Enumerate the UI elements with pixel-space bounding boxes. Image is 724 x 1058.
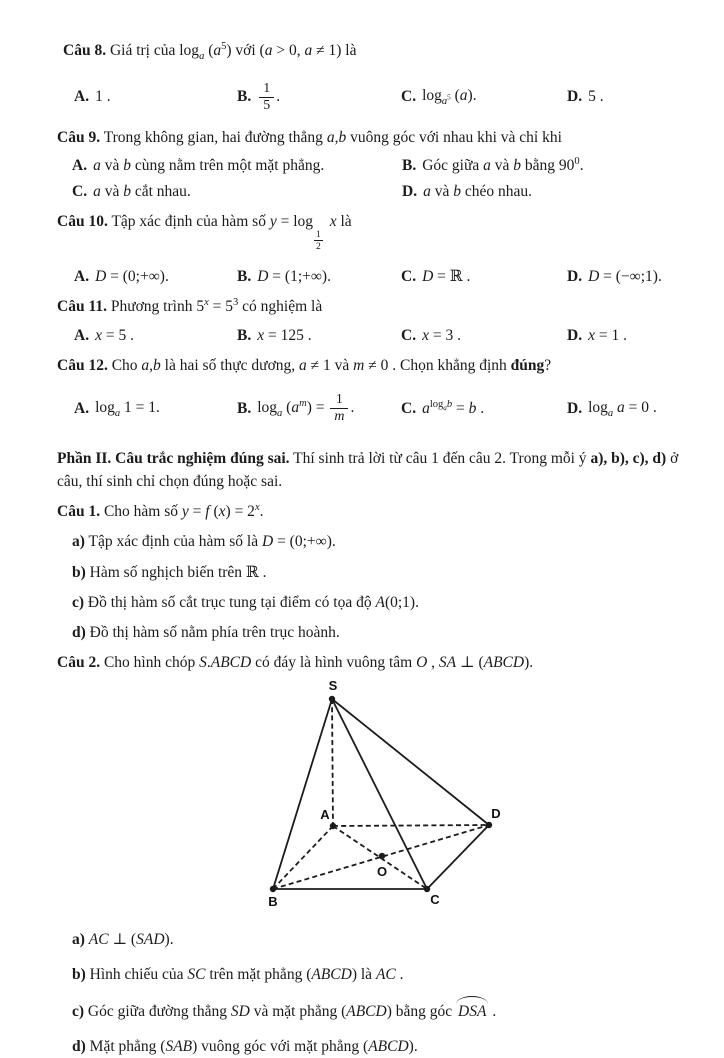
part2-question-1-stem: [57, 501, 688, 523]
item-text: Góc giữa đường thẳng SD và mặt phẳng (ABCD) bằng góc DSA .: [88, 1003, 496, 1020]
vertex-dot-B: [270, 886, 276, 892]
question-12-text: Cho a,b là hai số thực dương, a ≠ 1 và m ≠ 0 . Chọn khẳng định đúng?: [111, 356, 552, 374]
item-letter: c): [72, 1003, 85, 1021]
question-10-stem: [57, 211, 688, 252]
option-letter: C.: [401, 88, 417, 106]
question-10-options: [57, 264, 688, 290]
question-8-stem: [57, 40, 688, 65]
edge-AD: [333, 825, 489, 826]
part2-q2-item-c: [57, 998, 688, 1023]
part2-question-1-label: Câu 1.: [57, 503, 101, 521]
question-8-option-b: [237, 81, 401, 114]
option-letter: C.: [401, 267, 417, 285]
option-letter: D.: [567, 88, 583, 106]
item-text: Đồ thị hàm số nằm phía trên trục hoành.: [89, 624, 340, 642]
option-letter: D.: [567, 399, 583, 417]
part2-question-1-text: Cho hàm số y = f $(x) = 2^x$.: [103, 502, 264, 521]
question-9-option-c: [72, 179, 402, 205]
vertex-label-S: S: [328, 678, 338, 694]
edge-SB: [273, 699, 332, 889]
item-text: AC ⊥ (SAD).: [88, 931, 174, 949]
question-11-option-d: [567, 327, 688, 345]
question-10-option-b: [237, 268, 401, 286]
part2-q2-item-b: [57, 964, 688, 986]
option-letter: B.: [402, 157, 417, 175]
item-letter: b): [72, 563, 86, 581]
option-letter: A.: [74, 88, 90, 106]
part2-question-2-label: Câu 2.: [57, 654, 101, 672]
question-8-option-d: [567, 88, 688, 106]
item-letter: a): [72, 533, 85, 551]
vertex-label-O: O: [376, 864, 388, 880]
option-letter: D.: [567, 267, 583, 285]
vertex-label-B: B: [268, 894, 278, 910]
edge-SD: [332, 699, 489, 825]
question-9-stem: [57, 127, 688, 149]
question-12-stem: [57, 355, 688, 377]
question-11-options: [57, 323, 688, 349]
vertex-label-A: A: [320, 807, 330, 823]
item-letter: a): [72, 931, 85, 949]
option-letter: A.: [74, 267, 90, 285]
option-text: a và b cắt nhau.: [93, 182, 191, 200]
part2-q1-item-b: [57, 561, 688, 584]
vertex-dot-D: [486, 822, 492, 828]
option-letter: B.: [237, 88, 252, 106]
option-text: $\log_a (a^m)$ = $\frac{1}{m}$ .: [257, 392, 355, 425]
vertex-dot-C: [424, 886, 430, 892]
part2-question-2-stem: [57, 652, 688, 674]
option-text: x = 5 .: [95, 326, 134, 344]
option-text: $\log_{a^5} (a)$.: [422, 87, 477, 108]
pyramid-figure: [249, 678, 517, 917]
item-text: Hình chiếu của SC trên mặt phẳng (ABCD) là AC .: [89, 965, 404, 983]
vertex-label-C: C: [430, 892, 440, 908]
question-8-text: Giá trị của $\log_a (a^5)$ với (a > 0, a ≠ 1) là: [109, 41, 357, 63]
option-text: D = (−∞;1).: [588, 267, 662, 285]
option-text: $a^{log_ab} = b$ .: [422, 399, 485, 418]
question-12-options: [57, 387, 688, 431]
question-9: [57, 127, 688, 204]
edge-SC: [332, 699, 427, 889]
item-text: Đồ thị hàm số cắt trục tung tại điểm có tọa độ A(0;1).: [87, 593, 419, 611]
question-8-option-c: [401, 87, 567, 107]
item-text: Tập xác định của hàm số là D = (0;+∞).: [88, 533, 336, 551]
question-12-option-d: [567, 399, 688, 419]
question-10-option-d: [567, 268, 688, 286]
question-8: [57, 40, 688, 119]
part2-question-1: [57, 501, 688, 644]
option-text: x = 1 .: [588, 326, 627, 344]
question-11-option-b: [237, 327, 401, 345]
question-12-option-a: [74, 399, 237, 419]
vertex-dot-S: [329, 696, 335, 702]
item-text: Mặt phẳng (SAB) vuông góc với mặt phẳng (ABCD).: [89, 1037, 418, 1055]
option-text: $\log_a a = 0$ .: [588, 398, 657, 419]
question-9-text: Trong không gian, hai đường thẳng a,b vuông góc với nhau khi và chỉ khi: [103, 129, 562, 147]
question-11-label: Câu 11.: [57, 297, 107, 315]
question-11: [57, 296, 688, 349]
question-12-option-b: [237, 392, 401, 425]
option-text: $\log_a 1 = 1$.: [95, 398, 160, 419]
question-11-stem: [57, 296, 688, 318]
edge-SA: [332, 699, 333, 826]
question-10-option-c: [401, 267, 567, 286]
vertex-dot-A: [330, 823, 336, 829]
question-8-label: Câu 8.: [63, 42, 107, 60]
question-9-option-d: [402, 179, 688, 205]
question-10: [57, 211, 688, 290]
part2-q1-item-a: [57, 530, 688, 553]
option-text: x = 125 .: [257, 326, 312, 344]
option-text: x = 3 .: [422, 326, 461, 344]
question-12: [57, 355, 688, 431]
part2-q1-item-c: [57, 591, 688, 614]
option-letter: C.: [401, 399, 417, 417]
option-letter: B.: [237, 267, 252, 285]
option-letter: D.: [402, 182, 418, 200]
part2-q1-item-d: [57, 621, 688, 644]
part2-header: Phần II. Câu trắc nghiệm đúng sai. Thí sinh trả lời từ câu 1 đến câu 2. Trong mỗi ý a), b), c), d) ở câu, thí sinh chỉ chọn đúng hoặc sai.: [57, 449, 679, 491]
option-letter: B.: [237, 326, 252, 344]
question-10-option-a: [74, 268, 237, 286]
option-letter: D.: [567, 326, 583, 344]
option-text: a và b cùng nằm trên một mặt phẳng.: [93, 157, 325, 175]
option-text: D = (0;+∞).: [95, 267, 169, 285]
option-letter: B.: [237, 399, 252, 417]
question-9-options: [57, 153, 688, 204]
question-9-label: Câu 9.: [57, 129, 101, 147]
option-text: D = (1;+∞).: [257, 267, 331, 285]
part2-question-2-text: Cho hình chóp S.ABCD có đáy là hình vuông tâm O , SA ⊥ (ABCD).: [103, 654, 534, 672]
item-letter: c): [72, 593, 85, 611]
option-text: Góc giữa a và b bằng $90^0$.: [422, 156, 584, 175]
option-letter: A.: [74, 399, 90, 417]
part2-q2-item-d: [57, 1036, 688, 1058]
question-10-label: Câu 10.: [57, 212, 108, 230]
item-text: Hàm số nghịch biến trên ℝ .: [89, 563, 267, 581]
question-12-option-c: [401, 399, 567, 418]
item-letter: d): [72, 1037, 86, 1055]
part2-q2-item-a: [57, 929, 688, 951]
option-letter: A.: [74, 326, 90, 344]
question-11-text: Phương trình $5^x = 5^3$ có nghiệm là: [110, 296, 323, 315]
vertex-label-D: D: [491, 806, 501, 822]
option-letter: A.: [72, 157, 88, 175]
option-text: 1 .: [95, 88, 111, 106]
question-11-option-a: [74, 327, 237, 345]
question-11-option-c: [401, 327, 567, 345]
question-8-option-a: [74, 88, 237, 106]
question-8-options: [57, 75, 688, 119]
question-12-label: Câu 12.: [57, 356, 108, 374]
item-letter: b): [72, 965, 86, 983]
pyramid-figure-svg: [249, 678, 517, 912]
option-text: 5 .: [588, 88, 604, 106]
item-letter: d): [72, 624, 86, 642]
option-letter: C.: [72, 182, 88, 200]
option-text: D = ℝ .: [422, 268, 471, 286]
question-9-option-b: [402, 153, 688, 179]
part2-question-2: [57, 652, 688, 1058]
option-letter: C.: [401, 326, 417, 344]
question-9-option-a: [72, 153, 402, 179]
question-10-text: Tập xác định của hàm số y = log $\frac{1}{2}$ x là: [111, 212, 352, 252]
vertex-dot-O: [379, 853, 385, 859]
option-text: $\frac{1}{5}$ .: [257, 81, 280, 114]
option-text: a và b chéo nhau.: [423, 182, 532, 200]
